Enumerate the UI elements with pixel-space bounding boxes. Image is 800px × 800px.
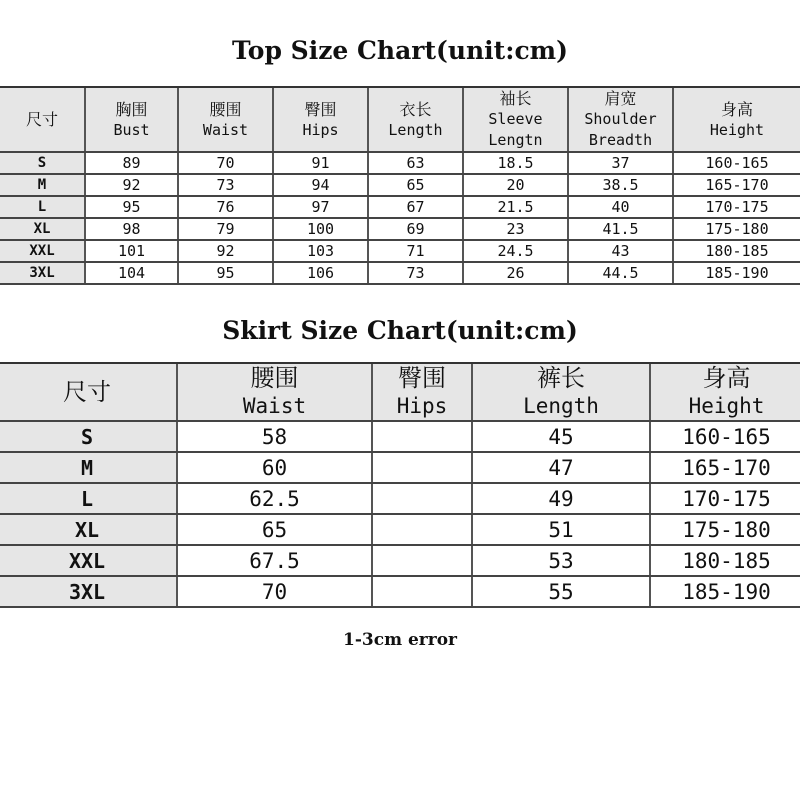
table-cell: 67.5 (177, 545, 372, 576)
top-table-header-row (0, 87, 800, 152)
table-row (0, 152, 800, 174)
skirt-size-chart-title: Skirt Size Chart(unit:cm) (222, 316, 578, 345)
table-cell: 24.5 (463, 240, 568, 262)
table-cell: 165-170 (650, 452, 800, 483)
table-cell: 98 (85, 218, 178, 240)
table-cell: 65 (177, 514, 372, 545)
size-label-cell: L (0, 483, 177, 514)
column-header-cn: 腰围 (209, 99, 242, 119)
table-cell: 100 (273, 218, 368, 240)
column-header-en: Length (523, 394, 599, 418)
column-header-en: Bust (113, 120, 150, 139)
table-cell: 95 (85, 196, 178, 218)
size-label-cell: XXL (0, 545, 177, 576)
table-row (0, 545, 800, 576)
table-cell: 18.5 (463, 152, 568, 174)
table-cell: 79 (178, 218, 273, 240)
skirt-table-body (0, 421, 800, 607)
column-header-cn: 臀围 (398, 364, 446, 392)
table-cell: 44.5 (568, 262, 673, 284)
table-cell: 69 (368, 218, 463, 240)
table-cell: 38.5 (568, 174, 673, 196)
column-header (463, 87, 568, 152)
table-cell: 67 (368, 196, 463, 218)
table-cell: 180-185 (650, 545, 800, 576)
table-cell: 23 (463, 218, 568, 240)
table-cell: 160-165 (673, 152, 800, 174)
table-cell: 94 (273, 174, 368, 196)
table-cell: 89 (85, 152, 178, 174)
column-header-cn: 身高 (702, 364, 751, 392)
size-label-cell: 3XL (0, 576, 177, 607)
column-header-cn: 尺寸 (63, 378, 111, 406)
column-header (368, 87, 463, 152)
table-cell: 71 (368, 240, 463, 262)
table-cell: 76 (178, 196, 273, 218)
table-cell (372, 483, 472, 514)
size-label-cell: M (0, 174, 85, 196)
table-row (0, 421, 800, 452)
column-header (85, 87, 178, 152)
table-cell: 20 (463, 174, 568, 196)
size-label-cell: XL (0, 514, 177, 545)
table-cell: 37 (568, 152, 673, 174)
table-cell: 58 (177, 421, 372, 452)
table-cell: 60 (177, 452, 372, 483)
table-cell: 41.5 (568, 218, 673, 240)
column-header (673, 87, 800, 152)
table-cell: 175-180 (673, 218, 800, 240)
column-header-en: Waist (242, 394, 307, 418)
table-row (0, 514, 800, 545)
top-table-body (0, 152, 800, 284)
table-cell: 55 (472, 576, 650, 607)
size-label-cell: XL (0, 218, 85, 240)
table-cell: 165-170 (673, 174, 800, 196)
column-header (177, 363, 372, 421)
table-cell: 62.5 (177, 483, 372, 514)
column-header-cn: 腰围 (250, 364, 299, 392)
table-cell: 101 (85, 240, 178, 262)
column-header-cn: 肩宽 (604, 89, 637, 108)
column-header (650, 363, 800, 421)
table-cell: 47 (472, 452, 650, 483)
column-header-cn: 袖长 (499, 89, 532, 108)
skirt-table-header-row (0, 363, 800, 421)
table-row (0, 196, 800, 218)
table-cell (372, 514, 472, 545)
column-header (0, 87, 85, 152)
column-header-en: Hips (396, 394, 448, 418)
table-cell: 160-165 (650, 421, 800, 452)
table-cell: 73 (368, 262, 463, 284)
column-header-cn: 裤长 (537, 364, 585, 392)
size-label-cell: XXL (0, 240, 85, 262)
column-header (372, 363, 472, 421)
table-cell: 103 (273, 240, 368, 262)
table-cell: 175-180 (650, 514, 800, 545)
column-header-en: Hips (302, 120, 339, 139)
table-cell: 106 (273, 262, 368, 284)
column-header (273, 87, 368, 152)
column-header-en: Sleeve (488, 110, 543, 128)
table-cell: 97 (273, 196, 368, 218)
table-cell: 53 (472, 545, 650, 576)
table-row (0, 452, 800, 483)
column-header-cn: 尺寸 (25, 110, 58, 129)
table-cell: 70 (177, 576, 372, 607)
size-label-cell: M (0, 452, 177, 483)
column-header-en: Height (709, 120, 765, 139)
table-row (0, 576, 800, 607)
column-header-en: Shoulder (584, 110, 657, 128)
column-header-en: Length (388, 120, 443, 139)
column-header-en: Waist (202, 120, 249, 139)
column-header-en-2: Lengtn (488, 131, 543, 149)
table-cell: 185-190 (673, 262, 800, 284)
table-cell: 95 (178, 262, 273, 284)
size-label-cell: L (0, 196, 85, 218)
column-header-en: Height (688, 394, 765, 418)
table-cell: 73 (178, 174, 273, 196)
size-label-cell: 3XL (0, 262, 85, 284)
table-cell: 180-185 (673, 240, 800, 262)
table-cell: 45 (472, 421, 650, 452)
size-label-cell: S (0, 152, 85, 174)
table-cell: 21.5 (463, 196, 568, 218)
column-header-cn: 衣长 (399, 99, 432, 119)
table-cell: 104 (85, 262, 178, 284)
table-cell: 63 (368, 152, 463, 174)
table-row (0, 483, 800, 514)
table-row (0, 218, 800, 240)
table-cell: 26 (463, 262, 568, 284)
table-cell: 65 (368, 174, 463, 196)
column-header (472, 363, 650, 421)
table-row (0, 240, 800, 262)
table-cell (372, 576, 472, 607)
table-cell: 40 (568, 196, 673, 218)
top-size-chart-title: Top Size Chart(unit:cm) (232, 36, 568, 65)
table-cell: 91 (273, 152, 368, 174)
table-cell: 170-175 (650, 483, 800, 514)
table-cell: 70 (178, 152, 273, 174)
top-size-table (0, 86, 800, 285)
table-cell (372, 545, 472, 576)
column-header-cn: 胸围 (115, 99, 148, 119)
column-header-cn: 身高 (720, 99, 753, 119)
column-header-cn: 臀围 (304, 99, 337, 119)
table-cell: 51 (472, 514, 650, 545)
error-note: 1-3cm error (343, 630, 457, 650)
column-header (0, 363, 177, 421)
column-header-en-2: Breadth (588, 131, 653, 149)
table-cell: 170-175 (673, 196, 800, 218)
table-cell (372, 421, 472, 452)
table-cell: 49 (472, 483, 650, 514)
skirt-size-table (0, 362, 800, 608)
table-cell: 185-190 (650, 576, 800, 607)
table-cell: 92 (85, 174, 178, 196)
column-header (568, 87, 673, 152)
table-cell (372, 452, 472, 483)
table-row (0, 262, 800, 284)
size-label-cell: S (0, 421, 177, 452)
column-header (178, 87, 273, 152)
table-row (0, 174, 800, 196)
table-cell: 92 (178, 240, 273, 262)
table-cell: 43 (568, 240, 673, 262)
